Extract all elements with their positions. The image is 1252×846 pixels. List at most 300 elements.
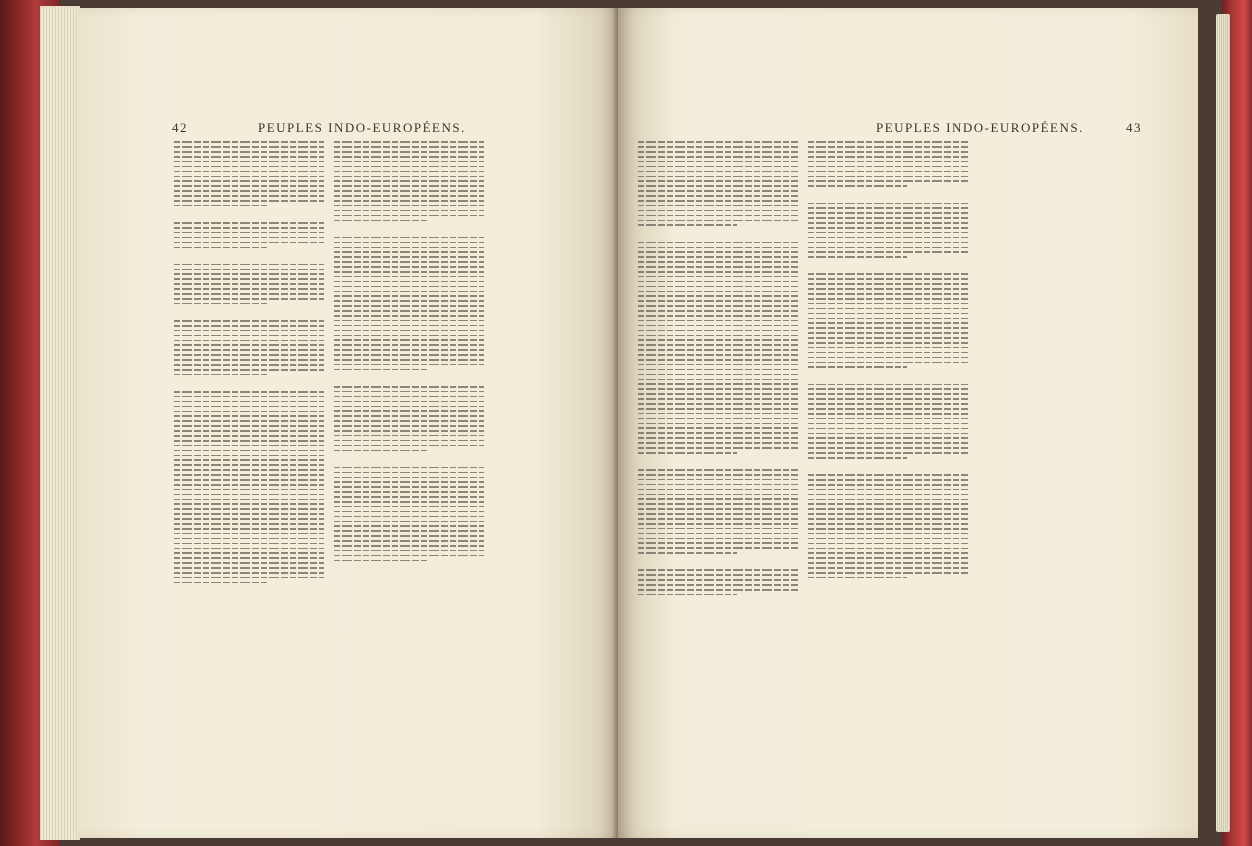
text-line: [334, 550, 484, 552]
text-line: [638, 594, 737, 596]
text-line: [808, 543, 968, 545]
text-line: [334, 176, 484, 178]
text-line: [174, 562, 324, 564]
text-line: [334, 496, 484, 498]
text-line: [174, 425, 324, 427]
text-line: [334, 320, 484, 322]
text-line: [334, 266, 484, 268]
text-line: [638, 354, 798, 356]
text-line: [334, 315, 484, 317]
text-line: [638, 398, 798, 400]
text-line: [174, 479, 324, 481]
text-line: [334, 540, 484, 542]
text-line: [638, 498, 798, 500]
text-line: [334, 210, 484, 212]
text-line: [174, 176, 324, 178]
text-line: [174, 269, 324, 271]
text-line: [808, 146, 968, 148]
text-line: [638, 247, 798, 249]
text-line: [638, 190, 798, 192]
text-line: [174, 232, 324, 234]
text-line: [808, 398, 968, 400]
text-line: [174, 354, 324, 356]
page-stack-right: [1216, 14, 1230, 832]
text-line: [808, 533, 968, 535]
text-line: [808, 180, 968, 182]
text-line: [638, 513, 798, 515]
text-line: [174, 242, 324, 244]
text-line: [334, 521, 484, 523]
text-line: [334, 481, 484, 483]
text-line: [808, 489, 968, 491]
text-line: [638, 141, 798, 143]
text-line: [808, 278, 968, 280]
text-line: [174, 298, 324, 300]
text-line: [638, 195, 798, 197]
text-line: [334, 251, 484, 253]
text-line: [808, 557, 968, 559]
text-line: [174, 435, 324, 437]
text-line: [808, 232, 968, 234]
text-line: [638, 489, 798, 491]
text-line: [174, 237, 324, 239]
text-line: [808, 288, 968, 290]
text-line: [638, 310, 798, 312]
left-page: [78, 8, 618, 838]
text-line: [638, 261, 798, 263]
text-line: [808, 433, 968, 435]
text-line: [638, 364, 798, 366]
text-line: [808, 577, 907, 579]
text-line: [638, 315, 798, 317]
text-line: [808, 538, 968, 540]
text-line: [808, 342, 968, 344]
text-line: [174, 288, 324, 290]
page-number: 42: [172, 120, 188, 135]
text-line: [808, 362, 968, 364]
text-line: [638, 393, 798, 395]
text-line: [174, 406, 324, 408]
text-line: [638, 552, 737, 554]
text-line: [638, 408, 798, 410]
text-line: [334, 276, 484, 278]
text-line: [638, 185, 798, 187]
text-line: [334, 410, 484, 412]
text-line: [638, 295, 798, 297]
text-line: [334, 491, 484, 493]
text-line: [174, 474, 324, 476]
text-line: [808, 327, 968, 329]
text-line: [638, 180, 798, 182]
text-line: [808, 548, 968, 550]
text-line: [638, 305, 798, 307]
text-line: [808, 308, 968, 310]
text-line: [808, 251, 968, 253]
text-line: [808, 479, 968, 481]
text-line: [334, 156, 484, 158]
text-line: [638, 508, 798, 510]
text-line: [334, 300, 484, 302]
text-line: [808, 283, 968, 285]
text-line: [638, 418, 798, 420]
text-line: [334, 146, 484, 148]
text-line: [638, 344, 798, 346]
text-line: [638, 427, 798, 429]
text-line: [174, 513, 324, 515]
text-line: [174, 411, 324, 413]
running-title: PEUPLES INDO-EUROPÉENS.: [876, 120, 1084, 135]
text-line: [334, 141, 484, 143]
text-line: [808, 151, 968, 153]
text-line: [174, 247, 267, 249]
text-line: [808, 273, 968, 275]
text-line: [174, 293, 324, 295]
text-line: [174, 344, 324, 346]
text-line: [174, 374, 267, 376]
text-line: [808, 388, 968, 390]
text-line: [174, 538, 324, 540]
text-column-1: [174, 138, 324, 818]
text-line: [808, 503, 968, 505]
text-line: [174, 528, 324, 530]
text-line: [638, 176, 798, 178]
text-line: [808, 413, 968, 415]
text-line: [334, 359, 484, 361]
text-line: [334, 535, 484, 537]
paragraph-gap: [638, 557, 798, 566]
text-line: [174, 464, 324, 466]
text-line: [638, 574, 798, 576]
text-line: [334, 220, 427, 222]
text-line: [808, 408, 968, 410]
text-line: [174, 227, 324, 229]
text-line: [808, 403, 968, 405]
text-line: [808, 393, 968, 395]
text-line: [808, 313, 968, 315]
text-line: [638, 256, 798, 258]
text-line: [808, 357, 968, 359]
text-line: [334, 525, 484, 527]
text-line: [334, 354, 484, 356]
text-line: [808, 508, 968, 510]
paragraph-gap: [174, 308, 324, 317]
text-line: [638, 469, 798, 471]
text-line: [334, 205, 484, 207]
text-line: [334, 180, 484, 182]
text-line: [174, 364, 324, 366]
text-line: [808, 552, 968, 554]
text-line: [638, 339, 798, 341]
text-line: [638, 271, 798, 273]
text-line: [808, 161, 968, 163]
text-line: [808, 352, 968, 354]
text-line: [174, 151, 324, 153]
text-line: [808, 347, 968, 349]
text-line: [174, 320, 324, 322]
text-line: [808, 428, 968, 430]
text-line: [174, 543, 324, 545]
text-line: [808, 423, 968, 425]
text-line: [174, 572, 324, 574]
text-line: [808, 442, 968, 444]
paragraph-gap: [808, 261, 968, 270]
text-line: [334, 161, 484, 163]
text-line: [808, 242, 968, 244]
text-line: [174, 340, 324, 342]
text-line: [174, 396, 324, 398]
text-line: [174, 195, 324, 197]
text-line: [334, 545, 484, 547]
text-line: [174, 445, 324, 447]
text-line: [174, 330, 324, 332]
text-line: [174, 391, 324, 393]
text-line: [334, 305, 484, 307]
text-line: [808, 384, 968, 386]
text-line: [174, 455, 324, 457]
text-line: [174, 450, 324, 452]
text-line: [638, 369, 798, 371]
text-line: [334, 190, 484, 192]
text-line: [808, 567, 968, 569]
text-line: [808, 185, 907, 187]
text-line: [334, 295, 484, 297]
paragraph-gap: [334, 374, 484, 383]
text-line: [638, 266, 798, 268]
text-line: [174, 548, 324, 550]
text-line: [638, 589, 798, 591]
text-line: [174, 401, 324, 403]
text-line: [174, 166, 324, 168]
text-line: [638, 286, 798, 288]
text-line: [638, 335, 798, 337]
text-line: [638, 547, 798, 549]
text-line: [808, 207, 968, 209]
text-line: [334, 530, 484, 532]
text-line: [334, 271, 484, 273]
text-line: [638, 447, 798, 449]
text-line: [808, 437, 968, 439]
text-line: [808, 484, 968, 486]
page-stack-left: [40, 6, 80, 840]
text-line: [334, 445, 484, 447]
paragraph-gap: [334, 224, 484, 233]
text-line: [174, 582, 267, 584]
text-line: [334, 425, 484, 427]
paragraph-gap: [174, 210, 324, 219]
text-line: [808, 222, 968, 224]
running-title: PEUPLES INDO-EUROPÉENS.: [258, 120, 466, 135]
text-line: [174, 533, 324, 535]
text-line: [638, 432, 798, 434]
text-line: [638, 503, 798, 505]
text-line: [638, 403, 798, 405]
text-line: [334, 166, 484, 168]
text-column-2: [808, 138, 968, 818]
text-line: [334, 506, 484, 508]
text-line: [808, 518, 968, 520]
text-line: [638, 528, 798, 530]
text-line: [808, 447, 968, 449]
text-line: [638, 224, 737, 226]
text-line: [334, 325, 484, 327]
text-line: [174, 459, 324, 461]
text-line: [808, 293, 968, 295]
text-line: [638, 330, 798, 332]
text-line: [334, 185, 484, 187]
text-line: [174, 489, 324, 491]
text-line: [174, 161, 324, 163]
text-line: [334, 386, 484, 388]
text-line: [174, 430, 324, 432]
text-column-1: [638, 138, 798, 818]
text-line: [334, 391, 484, 393]
text-line: [638, 423, 798, 425]
paragraph-gap: [174, 251, 324, 260]
text-line: [174, 273, 324, 275]
text-line: [808, 227, 968, 229]
text-line: [638, 325, 798, 327]
text-line: [174, 369, 324, 371]
text-line: [808, 176, 968, 178]
text-line: [638, 437, 798, 439]
text-line: [808, 141, 968, 143]
text-line: [638, 166, 798, 168]
text-line: [638, 542, 798, 544]
text-line: [808, 332, 968, 334]
text-line: [334, 256, 484, 258]
text-line: [334, 555, 484, 557]
text-line: [334, 151, 484, 153]
text-line: [334, 467, 484, 469]
text-line: [334, 339, 484, 341]
text-line: [174, 484, 324, 486]
text-line: [808, 237, 968, 239]
text-line: [174, 420, 324, 422]
text-line: [334, 291, 484, 293]
text-line: [638, 171, 798, 173]
text-line: [174, 171, 324, 173]
text-line: [174, 200, 324, 202]
text-line: [174, 156, 324, 158]
text-line: [334, 472, 484, 474]
text-line: [174, 335, 324, 337]
text-line: [808, 474, 968, 476]
text-line: [808, 156, 968, 158]
text-line: [334, 450, 427, 452]
text-line: [334, 501, 484, 503]
text-line: [174, 185, 324, 187]
text-line: [174, 146, 324, 148]
text-line: [808, 247, 968, 249]
text-line: [638, 569, 798, 571]
text-line: [638, 220, 798, 222]
text-line: [638, 584, 798, 586]
text-line: [334, 200, 484, 202]
text-line: [638, 359, 798, 361]
text-line: [174, 222, 324, 224]
text-line: [334, 281, 484, 283]
text-line: [334, 344, 484, 346]
text-line: [808, 523, 968, 525]
text-line: [334, 171, 484, 173]
text-line: [334, 396, 484, 398]
paragraph-gap: [174, 379, 324, 388]
text-line: [174, 141, 324, 143]
text-line: [334, 261, 484, 263]
text-line: [334, 330, 484, 332]
text-line: [638, 151, 798, 153]
text-line: [334, 349, 484, 351]
text-line: [174, 494, 324, 496]
text-line: [334, 335, 484, 337]
text-line: [174, 325, 324, 327]
text-line: [334, 237, 484, 239]
text-line: [334, 369, 427, 371]
text-line: [334, 215, 484, 217]
text-line: [174, 557, 324, 559]
text-line: [808, 212, 968, 214]
text-line: [638, 484, 798, 486]
right-page: [618, 8, 1198, 838]
text-line: [174, 359, 324, 361]
text-line: [174, 349, 324, 351]
text-line: [638, 300, 798, 302]
text-line: [638, 205, 798, 207]
text-line: [638, 291, 798, 293]
text-line: [808, 166, 968, 168]
text-line: [638, 320, 798, 322]
text-line: [334, 364, 484, 366]
text-line: [174, 440, 324, 442]
text-line: [638, 479, 798, 481]
text-line: [808, 528, 968, 530]
text-line: [638, 215, 798, 217]
text-line: [334, 560, 427, 562]
text-line: [334, 195, 484, 197]
text-line: [808, 572, 968, 574]
text-line: [808, 217, 968, 219]
text-line: [334, 401, 484, 403]
text-line: [808, 513, 968, 515]
text-line: [174, 567, 324, 569]
text-line: [174, 499, 324, 501]
text-line: [174, 278, 324, 280]
text-line: [638, 533, 798, 535]
text-line: [174, 283, 324, 285]
text-line: [638, 156, 798, 158]
text-line: [638, 413, 798, 415]
text-line: [638, 379, 798, 381]
text-line: [174, 469, 324, 471]
text-line: [638, 523, 798, 525]
text-line: [808, 303, 968, 305]
text-line: [638, 251, 798, 253]
text-line: [638, 474, 798, 476]
text-line: [808, 499, 968, 501]
text-line: [638, 210, 798, 212]
text-line: [808, 457, 907, 459]
text-line: [174, 503, 324, 505]
text-line: [174, 552, 324, 554]
text-line: [638, 518, 798, 520]
text-line: [334, 247, 484, 249]
text-line: [334, 242, 484, 244]
text-line: [334, 511, 484, 513]
text-line: [638, 452, 737, 454]
text-line: [808, 322, 968, 324]
text-line: [174, 508, 324, 510]
text-line: [334, 420, 484, 422]
